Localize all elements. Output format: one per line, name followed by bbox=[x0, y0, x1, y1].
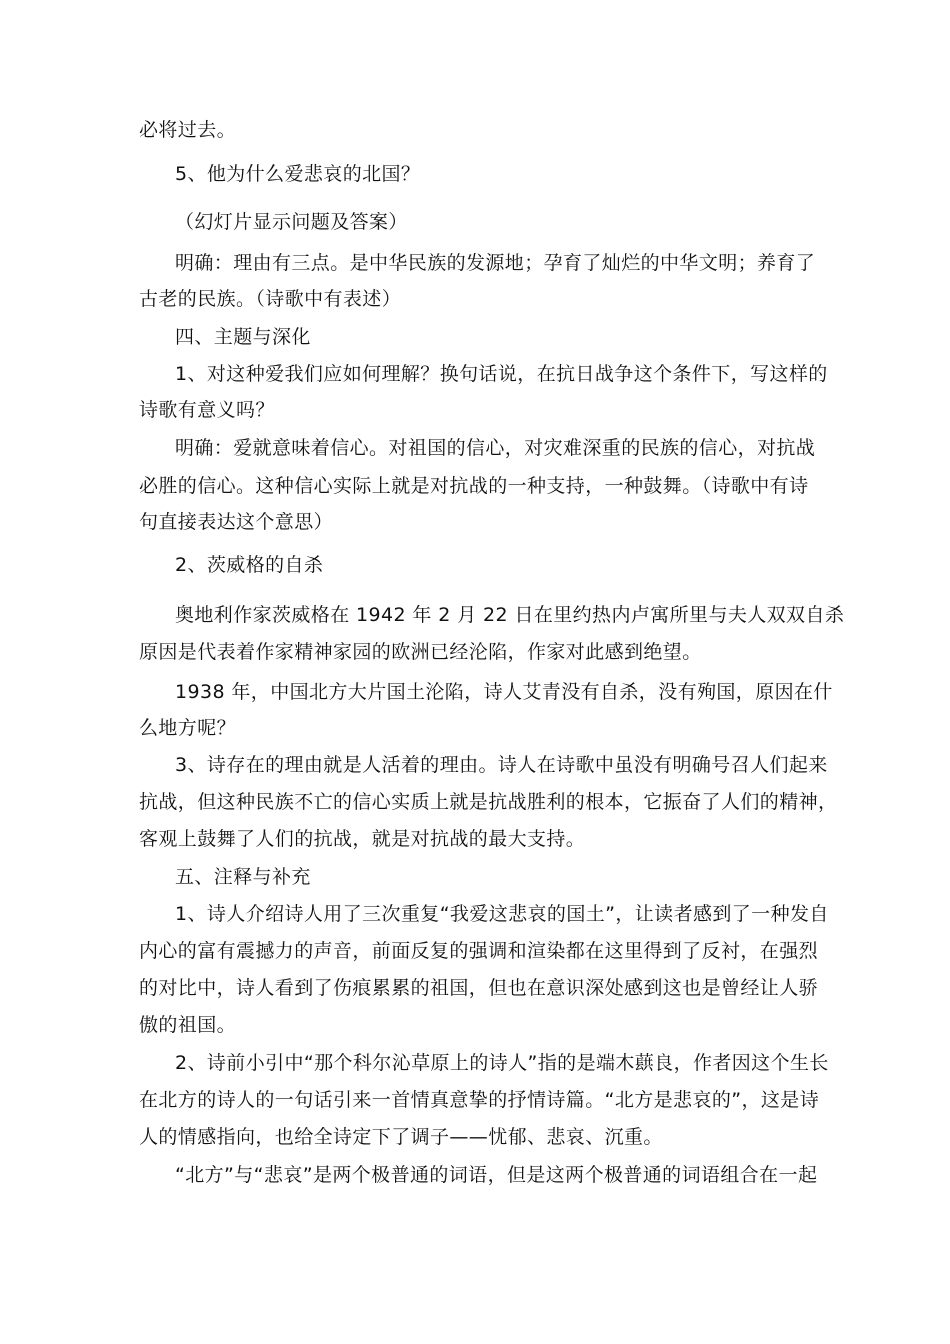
text-line: （幻灯片显示问题及答案） bbox=[175, 211, 408, 233]
section-heading: 四、主题与深化 bbox=[175, 326, 311, 348]
text-line: 1、对这种爱我们应如何理解？换句话说，在抗日战争这个条件下，写这样的 bbox=[175, 363, 828, 385]
text-line: 2、茨威格的自杀 bbox=[175, 554, 324, 576]
text-line: 2、诗前小引中“那个科尔沁草原上的诗人”指的是端木蕻良，作者因这个生长 bbox=[175, 1052, 829, 1074]
text-line: 么地方呢？ bbox=[139, 717, 237, 739]
text-line: 的对比中，诗人看到了伤痕累累的祖国，但也在意识深处感到这也是曾经让人骄 bbox=[139, 977, 819, 999]
text-line: “北方”与“悲哀”是两个极普通的词语，但是这两个极普通的词语组合在一起 bbox=[175, 1164, 818, 1186]
text-line: 1938 年，中国北方大片国土沦陷，诗人艾青没有自杀，没有殉国，原因在什 bbox=[175, 681, 833, 703]
text-line: 明确：爱就意味着信心。对祖国的信心，对灾难深重的民族的信心，对抗战 bbox=[175, 437, 816, 459]
text-line: 古老的民族。（诗歌中有表述） bbox=[139, 288, 402, 310]
text-line: 必胜的信心。这种信心实际上就是对抗战的一种支持，一种鼓舞。（诗歌中有诗 bbox=[139, 475, 809, 497]
text-line: 5、他为什么爱悲哀的北国？ bbox=[175, 163, 421, 185]
text-line: 内心的富有震撼力的声音，前面反复的强调和渲染都在这里得到了反衬，在强烈 bbox=[139, 940, 819, 962]
text-line: 原因是代表着作家精神家园的欧洲已经沦陷，作家对此感到绝望。 bbox=[139, 641, 702, 663]
text-line: 明确：理由有三点。是中华民族的发源地；孕育了灿烂的中华文明；养育了 bbox=[175, 252, 816, 274]
text-line: 必将过去。 bbox=[139, 119, 237, 141]
text-line: 傲的祖国。 bbox=[139, 1014, 237, 1036]
text-line: 人的情感指向，也给全诗定下了调子——忧郁、悲哀、沉重。 bbox=[139, 1126, 663, 1148]
text-line: 在北方的诗人的一句话引来一首情真意挚的抒情诗篇。“北方是悲哀的”，这是诗 bbox=[139, 1089, 820, 1111]
text-line: 3、诗存在的理由就是人活着的理由。诗人在诗歌中虽没有明确号召人们起来 bbox=[175, 754, 828, 776]
text-line: 抗战，但这种民族不亡的信心实质上就是抗战胜利的根本，它振奋了人们的精神， bbox=[139, 791, 838, 813]
text-line: 1、诗人介绍诗人用了三次重复“我爱这悲哀的国土”，让读者感到了一种发自 bbox=[175, 903, 829, 925]
text-line: 奥地利作家茨威格在 1942 年 2 月 22 日在里约热内卢寓所里与夫人双双自杀 bbox=[175, 604, 845, 626]
text-line: 句直接表达这个意思） bbox=[139, 511, 334, 533]
text-line: 诗歌有意义吗？ bbox=[139, 399, 275, 421]
section-heading: 五、注释与补充 bbox=[175, 866, 311, 888]
text-line: 客观上鼓舞了人们的抗战，就是对抗战的最大支持。 bbox=[139, 828, 586, 850]
